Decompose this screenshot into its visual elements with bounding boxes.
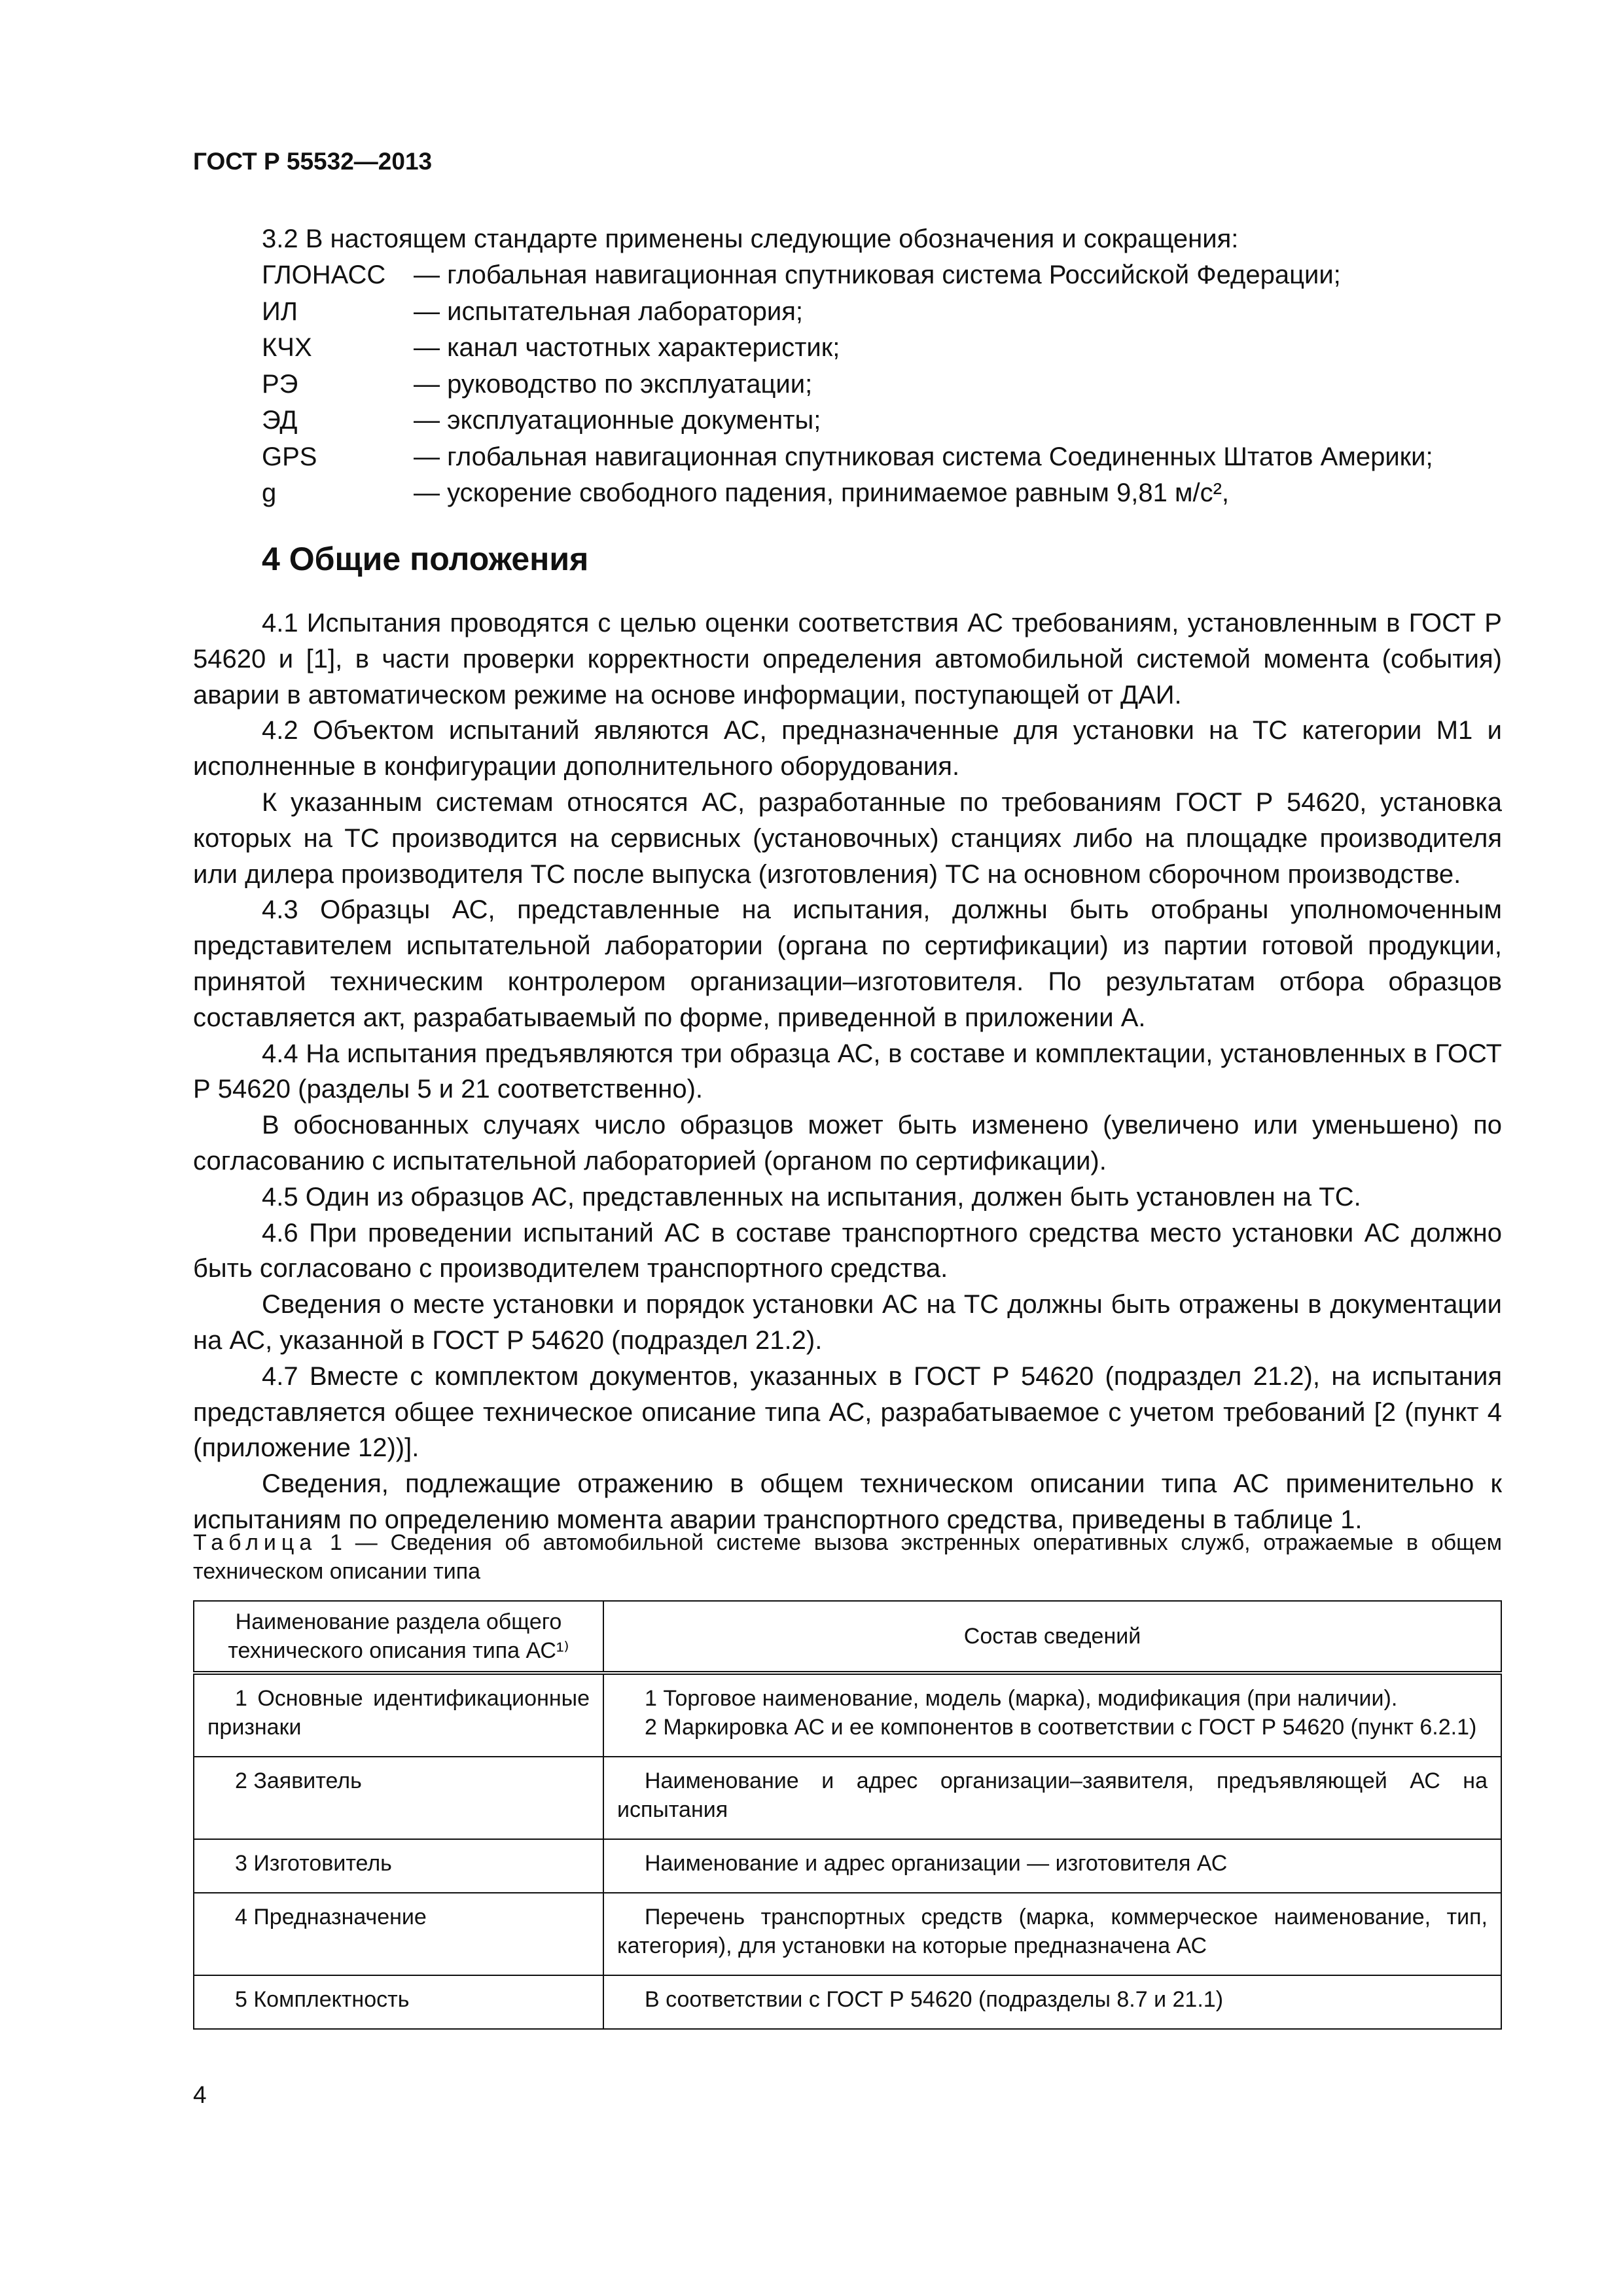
cell-text: Наименование и адрес организации–заявителя, предъявляющей АС на испытания: [617, 1768, 1488, 1822]
abbreviation-code: ГЛОНАСС: [262, 260, 386, 289]
cell-text: 2 Маркировка АС и ее компонентов в соответствии с ГОСТ Р 54620 (пункт 6.2.1): [645, 1715, 1477, 1740]
paragraph: 4.1 Испытания проводятся с целью оценки соответствия АС требованиям, установленным в ГОСТ Р 54620 и [1], в части проверки корректности определения автомобильной системой момента (события) аварии в автоматическом режиме на основе информации, поступающей от ДАИ.: [193, 609, 1502, 709]
abbreviations-list: [262, 260, 1505, 515]
abbreviation-row: [262, 370, 1505, 406]
table-row: [194, 1839, 1501, 1893]
cell-text: 4 Предназначение: [235, 1905, 427, 1929]
abbreviation-definition: — эксплуатационные документы;: [414, 406, 821, 435]
body-text: [193, 605, 1502, 1538]
column-header: Состав сведений: [603, 1601, 1501, 1673]
cell-text: 2 Заявитель: [235, 1768, 362, 1793]
column-header: Наименование раздела общего технического описания типа АС¹⁾: [194, 1601, 603, 1673]
cell-text: 5 Комплектность: [235, 1987, 410, 2012]
table-header-row: [194, 1601, 1501, 1673]
table-row: [194, 1975, 1501, 2029]
paragraph: Сведения о месте установки и порядок установки АС на ТС должны быть отражены в документации на АС, указанной в ГОСТ Р 54620 (подраздел 21.2).: [193, 1290, 1502, 1355]
page-number: 4: [193, 2081, 207, 2108]
table-cell: [194, 1975, 603, 2029]
cell-text: 1 Торговое наименование, модель (марка), модификация (при наличии).: [645, 1686, 1398, 1711]
table-cell: [603, 1673, 1501, 1757]
abbreviation-code: g: [262, 478, 277, 507]
table-caption-label: Таблица: [193, 1530, 317, 1555]
abbreviation-definition: — ускорение свободного падения, принимаемое равным 9,81 м/с²,: [414, 478, 1230, 507]
document-header: ГОСТ Р 55532—2013: [193, 148, 433, 175]
abbreviation-code: ЭД: [262, 406, 298, 435]
abbreviation-row: [262, 478, 1505, 515]
abbreviation-code: КЧХ: [262, 333, 312, 362]
table-caption-text: 1 — Сведения об автомобильной системе вызова экстренных оперативных служб, отражаемые в общем техническом описании типа: [193, 1530, 1502, 1584]
table-cell: [603, 1757, 1501, 1839]
paragraph: К указанным системам относятся АС, разработанные по требованиям ГОСТ Р 54620, установка которых на ТС производится на сервисных (установочных) станциях либо на площадке производителя или дилера производителя ТС после выпуска (изготовления) ТС на основном сборочном производстве.: [193, 787, 1502, 889]
abbreviation-definition: — руководство по эксплуатации;: [414, 369, 813, 399]
cell-text: 1 Основные идентификационные признаки: [207, 1686, 590, 1740]
abbreviation-row: [262, 406, 1505, 442]
cell-text: Перечень транспортных средств (марка, коммерческое наименование, тип, категория), для установки на которые предназначена АС: [617, 1905, 1488, 1958]
abbreviation-code: РЭ: [262, 369, 298, 399]
abbreviation-row: [262, 442, 1505, 479]
abbreviation-code: GPS: [262, 442, 317, 471]
abbreviation-definition: — глобальная навигационная спутниковая система Российской Федерации;: [414, 260, 1341, 289]
section-title: 4 Общие положения: [262, 541, 589, 577]
table-cell: [603, 1975, 1501, 2029]
paragraph: 4.2 Объектом испытаний являются АС, предназначенные для установки на ТС категории M1 и исполненные в конфигурации дополнительного оборудования.: [193, 716, 1502, 781]
paragraph: В обоснованных случаях число образцов может быть изменено (увеличено или уменьшено) по согласованию с испытательной лабораторией (органом по сертификации).: [193, 1111, 1502, 1175]
table-cell: [194, 1839, 603, 1893]
paragraph: 4.4 На испытания предъявляются три образца АС, в составе и комплектации, установленных в ГОСТ Р 54620 (разделы 5 и 21 соответственно).: [193, 1039, 1502, 1104]
abbreviation-row: [262, 260, 1505, 297]
abbreviation-definition: — испытательная лаборатория;: [414, 296, 804, 326]
info-table: [193, 1600, 1502, 2030]
abbreviation-definition: — глобальная навигационная спутниковая система Соединенных Штатов Америки;: [414, 442, 1433, 471]
abbreviation-row: [262, 333, 1505, 370]
paragraph: 4.5 Один из образцов АС, представленных на испытания, должен быть установлен на ТС.: [262, 1182, 1361, 1211]
cell-text: 3 Изготовитель: [235, 1851, 392, 1876]
paragraph: 4.7 Вместе с комплектом документов, указанных в ГОСТ Р 54620 (подраздел 21.2), на испытания представляется общее техническое описание типа АС, разрабатываемое с учетом требований [2 (пункт 4 (приложение 12))].: [193, 1361, 1502, 1463]
table-cell: [603, 1839, 1501, 1893]
paragraph: 4.6 При проведении испытаний АС в составе транспортного средства место установки АС должно быть согласовано с производителем транспортного средства.: [193, 1218, 1502, 1283]
table-cell: [194, 1757, 603, 1839]
abbreviation-row: [262, 297, 1505, 334]
table-row: [194, 1893, 1501, 1975]
table-cell: [194, 1673, 603, 1757]
abbreviations-intro: 3.2 В настоящем стандарте применены следующие обозначения и сокращения:: [262, 224, 1239, 253]
table-row: [194, 1757, 1501, 1839]
cell-text: В соответствии с ГОСТ Р 54620 (подразделы 8.7 и 21.1): [645, 1987, 1224, 2012]
paragraph: 4.3 Образцы АС, представленные на испытания, должны быть отобраны уполномоченным представителем испытательной лаборатории (органа по сертификации) из партии готовой продукции, принятой техническим контролером организации–изготовителя. По результатам отбора образцов составляется акт, разрабатываемый по форме, приведенной в приложении А.: [193, 895, 1502, 1032]
table-row: [194, 1673, 1501, 1757]
abbreviation-code: ИЛ: [262, 296, 298, 326]
table-caption: [193, 1528, 1502, 1586]
abbreviation-definition: — канал частотных характеристик;: [414, 333, 840, 362]
cell-text: Наименование и адрес организации — изготовителя АС: [645, 1851, 1228, 1876]
table-cell: [603, 1893, 1501, 1975]
paragraph: Сведения, подлежащие отражению в общем техническом описании типа АС применительно к испытаниям по определению момента аварии транспортного средства, приведены в таблице 1.: [193, 1469, 1502, 1534]
table-cell: [194, 1893, 603, 1975]
